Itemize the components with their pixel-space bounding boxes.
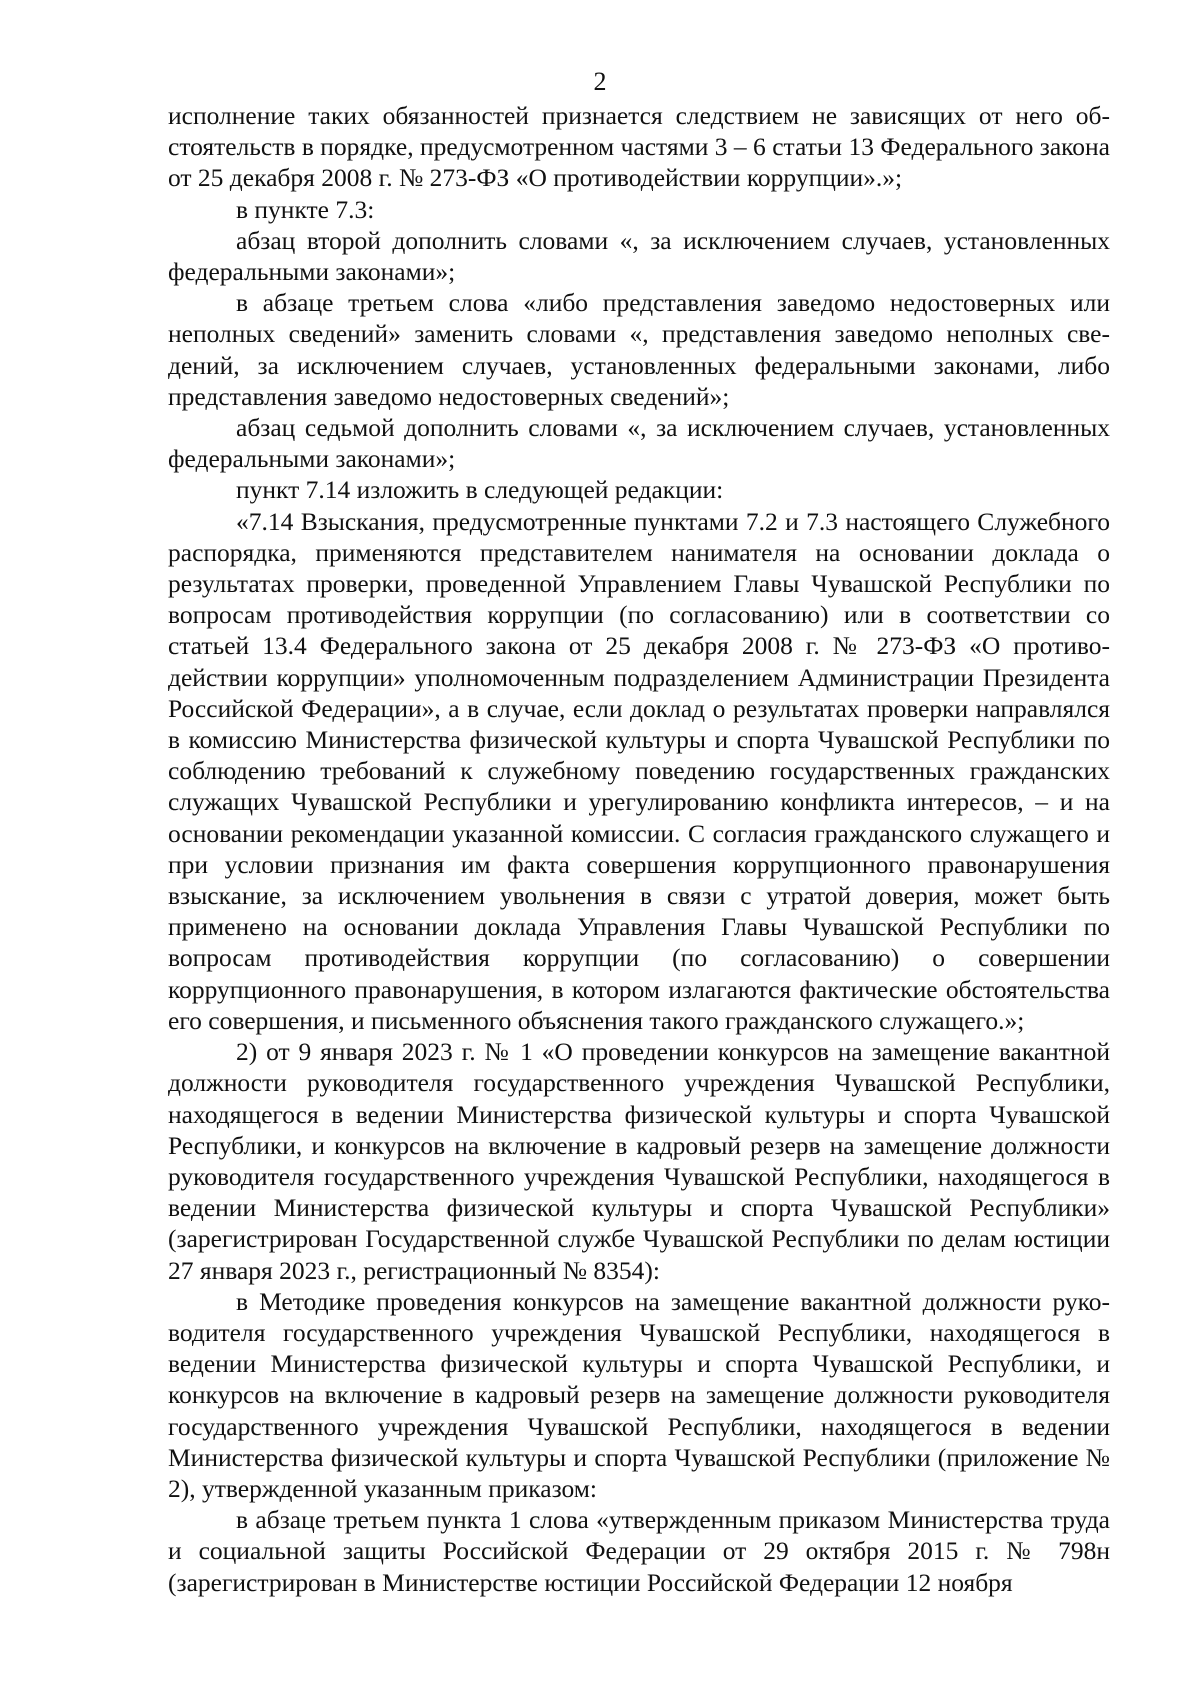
paragraph: в абзаце третьем пункта 1 слова «утвержденным приказом Министерства труда и социальной защиты Российской Федерации от 29 октября 2015 г. № 798н (зарегистрирован в Министерстве юстиции Российской Федерации 12 ноября: [168, 1505, 1110, 1597]
document-body: [168, 100, 1110, 1598]
paragraph: «7.14 Взыскания, предусмотренные пунктами 7.2 и 7.3 настоящего Служебного распорядка, применяются представителем нанимателя на основании доклада о результатах проверки, проведенной Управлением Главы Чувашской Республики по вопросам противодействия коррупции (по согласованию) или в соответствии со статьей 13.4 Федерального закона от 25 декабря 2008 г. № 273-ФЗ «О противодействии коррупции» уполномоченным подразделением Администрации Президента Российской Федерации», а в случае, если доклад о результатах проверки направлялся в комиссию Министерства физической культуры и спорта Чувашской Республики по соблюдению требований к служебному поведению государственных гражданских служащих Чувашской Республики и урегулированию конфликта интересов, – и на основании рекомендации указанной комиссии. С согласия гражданского служащего и при условии признания им факта совершения коррупционного правонарушения взыскание, за исключением увольнения в связи с утратой доверия, может быть применено на основании доклада Управления Главы Чувашской Республики по вопросам противодействия коррупции (по согласованию) о совершении коррупционного правонарушения, в котором излагаются фактические обстоятельства его совершения, и письменного объяснения такого гражданского служащего.»;: [168, 506, 1110, 1035]
paragraph: в Методике проведения конкурсов на замещение вакантной должности руководителя государственного учреждения Чувашской Республики, находящегося в ведении Министерства физической культуры и спорта Чувашской Республики, и конкурсов на включение в кадровый резерв на замещение должности руководителя государственного учреждения Чувашской Республики, находящегося в ведении Министерства физической культуры и спорта Чувашской Республики (приложение № 2), утвержденной указанным приказом:: [168, 1286, 1110, 1503]
paragraph: пункт 7.14 изложить в следующей редакции:: [236, 475, 724, 505]
paragraph: в пункте 7.3:: [236, 194, 375, 224]
page-number: 2: [593, 67, 607, 96]
paragraph-continuation: исполнение таких обязанностей признается следствием не зависящих от него обстоятельств в порядке, предусмотренном частями 3 – 6 статьи 13 Федерального закона от 25 декабря 2008 г. № 273-ФЗ «О противодействии коррупции».»;: [168, 101, 1110, 193]
paragraph: в абзаце третьем слова «либо представления заведомо недостоверных или неполных сведений» заменить словами «, представления заведомо неполных сведений, за исключением случаев, установленных федеральными законами, либо представления заведомо недостоверных сведений»;: [168, 288, 1110, 411]
paragraph: 2) от 9 января 2023 г. № 1 «О проведении конкурсов на замещение вакантной должности руководителя государственного учреждения Чувашской Республики, находящегося в ведении Министерства физической культуры и спорта Чувашской Республики, и конкурсов на включение в кадровый резерв на замещение должности руководителя государственного учреждения Чувашской Республики, находящегося в ведении Министерства физической культуры и спорта Чувашской Республики» (зарегистрирован Государственной службе Чувашской Республики по делам юстиции 27 января 2023 г., регистрационный № 8354):: [168, 1037, 1110, 1285]
paragraph: абзац седьмой дополнить словами «, за исключением случаев, установленных федеральными законами»;: [168, 413, 1110, 474]
paragraph: абзац второй дополнить словами «, за исключением случаев, установленных федеральными законами»;: [168, 225, 1110, 287]
